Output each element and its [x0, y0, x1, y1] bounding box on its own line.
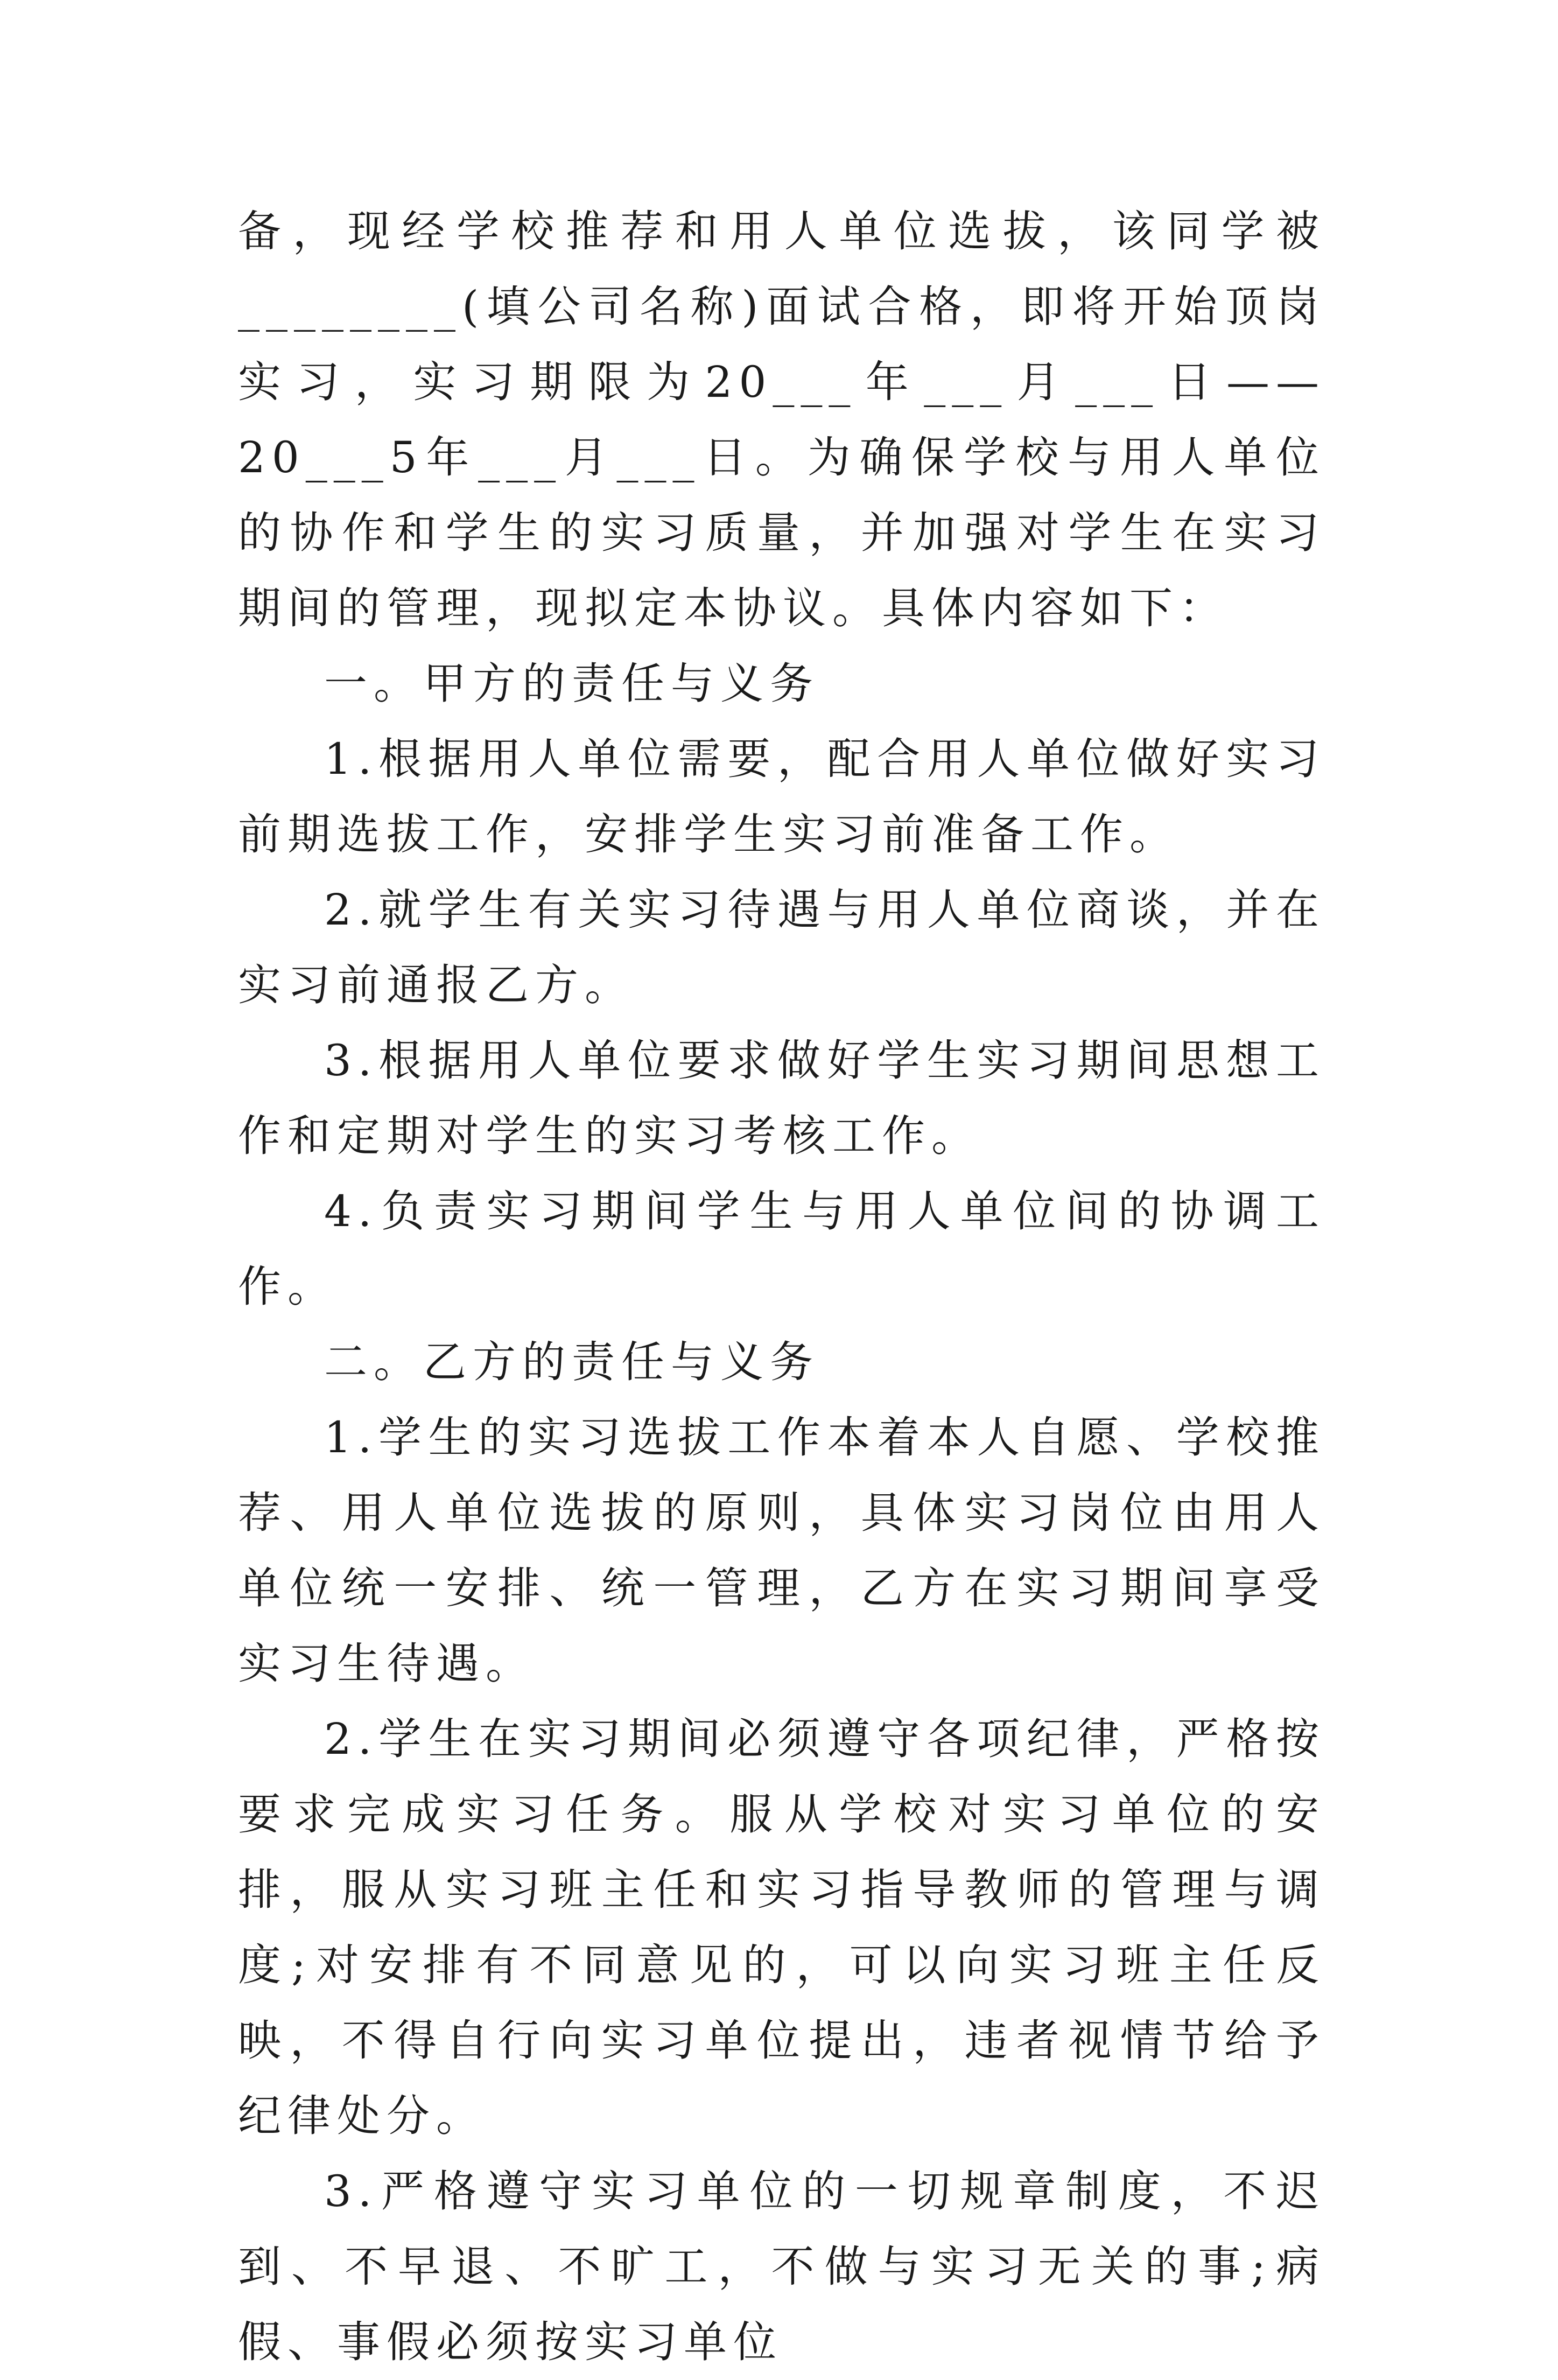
- party-a-item-4: 4.负责实习期间学生与用人单位间的协调工作。: [238, 1186, 1325, 1312]
- section-heading-party-b: 二。乙方的责任与义务: [324, 1337, 819, 1387]
- party-a-item-1: 1.根据用人单位需要，配合用人单位做好实习前期选拔工作，安排学生实习前准备工作。: [238, 734, 1325, 859]
- party-b-item-3: 3.严格遵守实习单位的一切规章制度，不迟到、不早退、不旷工，不做与实习无关的事;病假、事假必须按实习单位: [238, 2166, 1325, 2367]
- party-a-item-2: 2.就学生有关实习待遇与用人单位商谈，并在实习前通报乙方。: [238, 885, 1325, 1010]
- party-b-item-2: 2.学生在实习期间必须遵守各项纪律，严格按要求完成实习任务。服从学校对实习单位的安排，服从实习班主任和实习指导教师的管理与调度;对安排有不同意见的，可以向实习班主任反映，不得自行向实习单位提出，违者视情节给予纪律处分。: [238, 1714, 1325, 2141]
- party-a-item-3: 3.根据用人单位要求做好学生实习期间思想工作和定期对学生的实习考核工作。: [238, 1035, 1325, 1161]
- section-heading-party-a: 一。甲方的责任与义务: [324, 659, 819, 709]
- document-body: [238, 194, 1325, 2380]
- party-b-item-1: 1.学生的实习选拔工作本着本人自愿、学校推荐、用人单位选拔的原则，具体实习岗位由用人单位统一安排、统一管理，乙方在实习期间享受实习生待遇。: [238, 1412, 1325, 1689]
- paragraph-intro-continued: 备，现经学校推荐和用人单位选拔，该同学被________(填公司名称)面试合格，即将开始顶岗实习，实习期限为20___年___月___日——20___5年___月___日。为确保学校与用人单位的协作和学生的实习质量，并加强对学生在实习期间的管理，现拟定本协议。具体内容如下：: [238, 206, 1325, 633]
